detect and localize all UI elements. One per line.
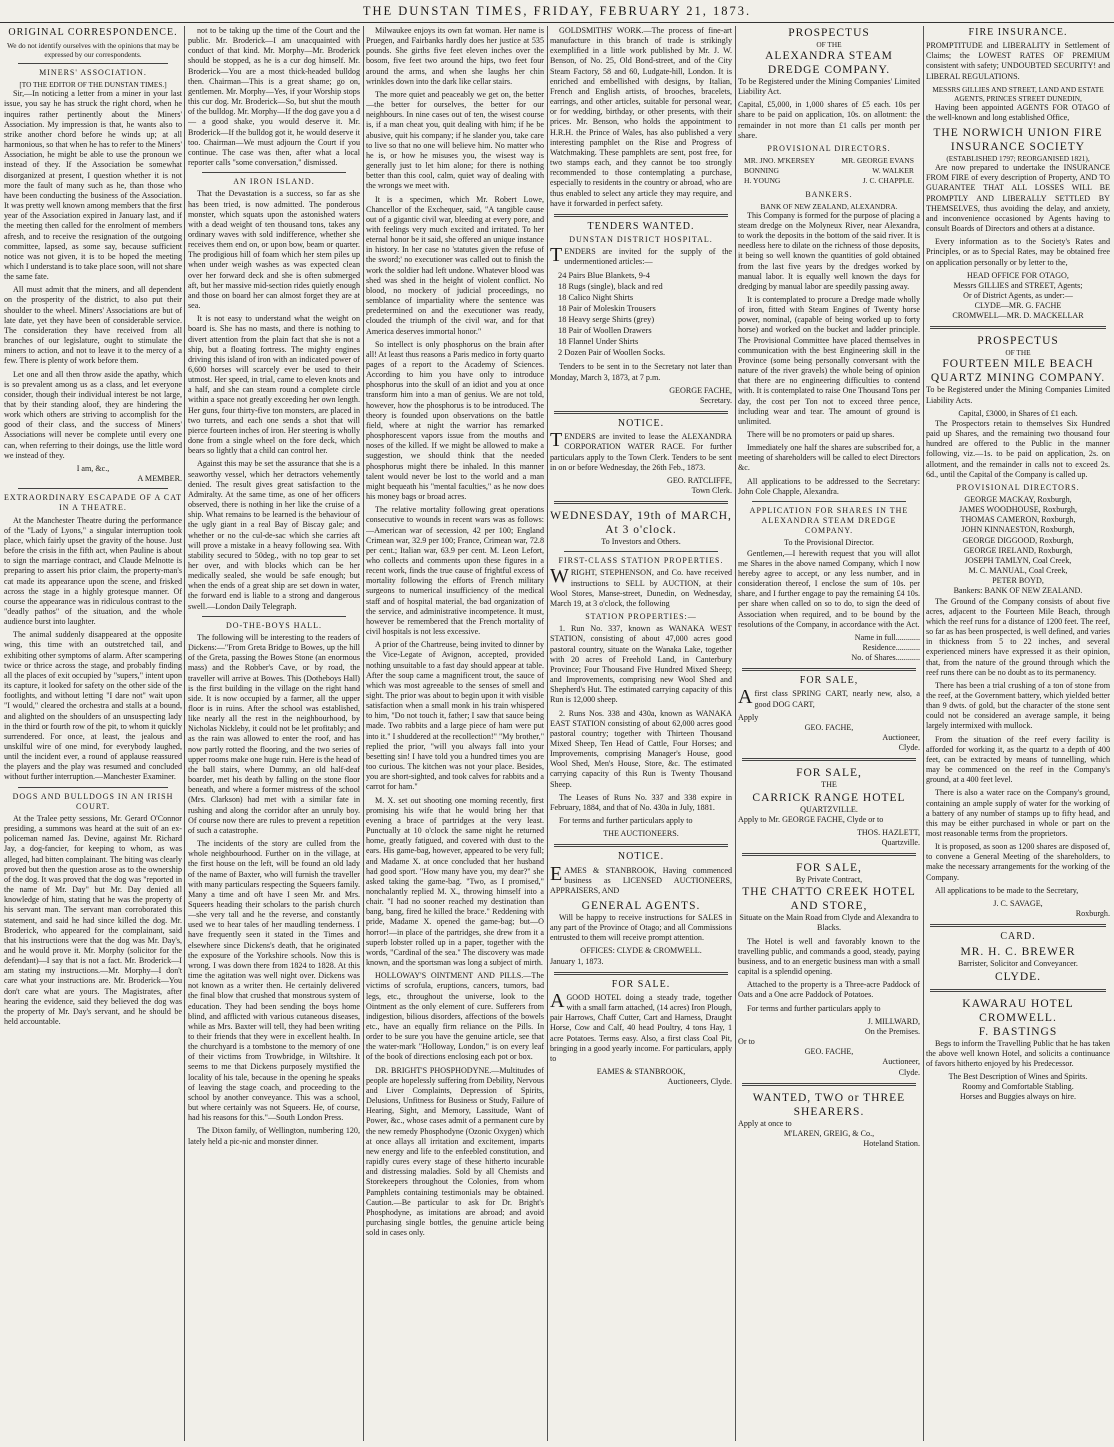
company-name: FOURTEEN MILE BEACH QUARTZ MINING COMPANY. bbox=[930, 358, 1106, 385]
signature-title: Clyde. bbox=[898, 1067, 920, 1077]
hotel-name: KAWARAU HOTEL bbox=[962, 997, 1074, 1010]
column-rule bbox=[923, 26, 924, 1441]
ad-date: January 1, 1873. bbox=[550, 956, 604, 966]
director-name: MR. GEORGE EVANS bbox=[841, 156, 914, 166]
divider bbox=[742, 853, 916, 856]
directors-row bbox=[738, 176, 920, 186]
ad-text: It is contemplated to procure a Dredge made wholly of iron, fitted with Steam Engines of Twenty horse power, nominal, (capable of being worked up to forty horse) and worked on the bucket and ladder principle. The Provisional Committee have placed themselves in communication with the best Engineering skill in the Province (some being personally conversant with the nature of the river gravels) the whole being of opinion that there are no engineering difficulties to contend with. It is contemplated to raise One Thousand Tons per day, the cost per Ton not to exceed three pence, including wear and tear. The amount of ground is unlimited. bbox=[738, 294, 920, 426]
bank-name: BANK OF NEW ZEALAND, ALEXANDRA. bbox=[760, 201, 898, 211]
director-name: MR. JNO. M'KERSEY bbox=[744, 156, 815, 166]
ad-heading: FOR SALE, bbox=[796, 767, 862, 780]
list-item: 18 Flannel Under Shirts bbox=[558, 337, 639, 347]
masthead: THE DUNSTAN TIMES, FRIDAY, FEBRUARY 21, 1873. bbox=[0, 0, 1114, 23]
director-name: JOHN KINNAESTON, Roxburgh, bbox=[961, 525, 1075, 535]
ad-text: There is also a water race on the Company's ground, containing an ample supply of water for the working of a battery of any number of stamps up to fifty head, and this may be either purchased in whole or part on the most reasonable terms from the proprietors. bbox=[926, 788, 1110, 838]
director-name: J. C. CHAPPLE. bbox=[862, 176, 914, 186]
ad-text: Or of District Agents, as under:— bbox=[963, 290, 1073, 300]
ad-text: Capital, £3000, in Shares of £1 each. bbox=[958, 408, 1078, 418]
signature: GEO. RATCLIFFE, bbox=[667, 475, 732, 485]
advertisement: GOLDSMITHS' WORK.—The process of fine-art manufacture in this branch of trade is strikingly exemplified in a little work published by Mr. J. W. Benson, of No. 25, Old Bond-street, and of the City Steam Factory, 58 and 60, Ludgate-hill, London. It is enriched and embellished with designs, by Italian, French and English artists, of brooches, bracelets, earrings, and other articles, suitable for personal wear, or for wedding, birthday, or other presents, with their prices. Mr. Benson, who holds the appointment to H.R.H. the Prince of Wales, has also published a very interesting pamphlet on the Rise and Progress of Watchmaking. These pamphlets are sent, post free, for two stamps each, and they cannot be too strongly recommended to those contemplating a purchase, especially to residents in the country or abroad, who are thus enabled to select any article they may require, and have it forwarded in perfect safety. bbox=[550, 26, 732, 208]
signature: THOS. HAZLETT, bbox=[856, 827, 920, 837]
ad-subheading: FIRST-CLASS STATION PROPERTIES. bbox=[558, 556, 724, 566]
signature-title: Clyde. bbox=[898, 743, 920, 753]
ad-subheading: DUNSTAN DISTRICT HOSPITAL. bbox=[569, 234, 713, 244]
director-name: THOMAS CAMERON, Roxburgh, bbox=[960, 515, 1076, 525]
signature: GEO. FACHE, bbox=[804, 722, 854, 732]
ad-heading: CARD. bbox=[1000, 931, 1036, 943]
divider bbox=[18, 488, 168, 489]
ad-subheading: PROVISIONAL DIRECTORS. bbox=[767, 143, 891, 153]
ad-text: Messrs GILLIES and STREET, Agents; bbox=[953, 280, 1083, 290]
article-paragraph: At the Tralee petty sessions, Mr. Gerard O'Connor presiding, a summons was heard at the suit of an ex-policeman named Jas. Devine, against Mr. Richard Jay, a dog-fancier, for keeping to whom, as was alleged, had bitten complainant. The biting was clearly proved but then the question arose as to the ownership of the dog. It was proved that the dog was "reported in the name of Mr. Day" but Mr. Day denied all knowledge of him, stating that he was the property of his servant man. The servant man corroborated this statement, and said he had since killed the dog. Mr. Broderick, who appeared for the complainant, said that his instructions were that the dog was Mr. Day's, and he would prove it. Mr. Morphy (solicitor for the defendant)—I say that is not a fact. Mr. Broderick—I am stating my instructions.—Mr. Morphy—I don't care what your instructions are. Mr. Broderick—You don't care what are yours. The Magistrates, after hearing the evidence, said they believed the dog was the property of Mr. Day's servant, and he should be held accountable. bbox=[4, 813, 182, 1027]
ad-text: The Ground of the Company consists of about five acres, adjacent to the Fourteen Mile Beach, through which the reef runs for a distance of 1200 feet. The reef, so far as has been prospected, is well defined, and varies in thickness from 5 to 22 inches, and several experienced miners have expressed it as their opinion, that, from the nature of the ground through which the reef runs there can be no doubt as to its permanency. bbox=[926, 596, 1110, 677]
ad-text: Barrister, Solicitor and Conveyancer. bbox=[958, 959, 1078, 969]
ad-text: Apply at once to bbox=[738, 1118, 792, 1128]
ad-text: This Company is formed for the purpose of placing a steam dredge on the Molyneux River, near Alexandra, to work the deposits in the bottom of the said river. It is needless here to dilate on the richness of those deposits, it being so well known the quantities of gold obtained from the last five years by the dredges worked by manual labor. It is equally well known the days for dredging by manual labor are speedily passing away. bbox=[738, 210, 920, 291]
column-4 bbox=[550, 26, 732, 1441]
director-name: GEORGE IRELAND, Roxburgh, bbox=[963, 545, 1073, 555]
signature-title: Town Clerk. bbox=[691, 486, 732, 495]
article-title: EXTRAORDINARY ESCAPADE OF A CAT IN A THEATRE. bbox=[4, 493, 182, 513]
director-name: W. WALKER bbox=[872, 166, 914, 176]
signature-title: Roxburgh. bbox=[1075, 909, 1110, 919]
director-name: GEORGE DIGGOOD, Roxburgh, bbox=[962, 535, 1074, 545]
ad-subheading: (ESTABLISHED 1797; REORGANISED 1821), bbox=[946, 154, 1090, 164]
divider bbox=[202, 616, 346, 617]
ad-text: Afirst class SPRING CART, nearly new, also, a good DOG CART, bbox=[738, 686, 920, 709]
ad-subheading: MESSRS GILLIES AND STREET, LAND AND ESTATE AGENTS, PRINCES STREET DUNEDIN, bbox=[932, 84, 1104, 103]
ad-text: All applications to be made to the Secretary, bbox=[935, 885, 1079, 895]
director-name: JAMES WOODHOUSE, Roxburgh, bbox=[959, 505, 1077, 515]
ad-subheading: CROMWELL. bbox=[979, 1011, 1057, 1024]
article-title: MINERS' ASSOCIATION. bbox=[39, 68, 147, 78]
column-6 bbox=[926, 26, 1110, 1441]
ad-text: To be Registered under the Mining Companies Limited Liability Acts. bbox=[926, 385, 1110, 405]
divider bbox=[18, 63, 168, 64]
ad-text: Apply bbox=[738, 712, 759, 722]
ad-text: Immediately one half the shares are subscribed for, a meeting of shareholders will be called to elect Directors &c. bbox=[738, 443, 920, 473]
ad-text: There has been a trial crushing of a ton of stone from the reef, at the Government battery, which yielded better than 9 dwts. of gold, but the character of the stone sent could not be considered an average sample, it being largely intermixed with mullock. bbox=[926, 680, 1110, 731]
ad-subheading: THE AUCTIONEERS. bbox=[603, 829, 679, 839]
ad-subheading: PROVISIONAL DIRECTORS. bbox=[956, 482, 1080, 492]
ad-text: 1. Run No. 337, known as WANAKA WEST STATION, consisting of about 47,000 acres good pastoral country, situate on the Wanaka Lake, together with 20 acres of Freehold Land, in Canterbury Province; Four Thousand Five Hundred Mixed Sheep; and Improvements, comprising new Wool Shed and Shepherd's Hut. The estimated carrying capacity of this Run is 12,000 sheep. bbox=[550, 624, 732, 705]
list-item: 2 Dozen Pair of Woollen Socks. bbox=[558, 348, 666, 358]
article-paragraph: Let one and all then throw aside the apathy, which is so prevalent among us as a class, and let everyone consider, though their individual interest be not large, that by their standing aloof, they are hindering the work which others are striving to accomplish for the good of their class, and the success of Miners' Associations will never be complete until every one can, when referring to their doings, use the little word we instead of they. bbox=[4, 369, 182, 460]
signature-title: Auctioneer, bbox=[882, 1057, 920, 1067]
signature-title: Auctioneer, bbox=[882, 733, 920, 743]
article-paragraph: A prior of the Chartreuse, being invited to dinner by the Vice-Legate of Avignon, accepted, provided nothing unsuitable to a fast day should appear at table. After the soup came a magnificent trout, the sauce of which was most agreeable to the senses of smell and sight. The prior was about to begin upon it with visible satisfaction when a small monk in his train whispered to him, "Do not touch it, father; I saw that sauce being made. Two rabbits and a large piece of ham were put into it." I shuddered at the recollection!" "My brother," replied the prior, "will you always fall into your besetting sin! I have told you a hundred times you are too curious. The kitchen was not your place. Besides, you are short-sighted, and took calves for rabbits and a carrot for ham." bbox=[366, 640, 544, 792]
form-field: No. of Shares............ bbox=[851, 653, 920, 663]
ad-text: Situate on the Main Road from Clyde and Alexandra to Blacks. bbox=[739, 913, 919, 933]
ad-text: AGOOD HOTEL doing a steady trade, together with a small farm attached, (14 acres) Iron Plough, pair Harrows, Chaff Cutter, Cart and Harness, Draught Horse, Cow and Calf, 40 head Poultry, 4 tons Hay, 1 acre Potatoes. Terms easy. Also, a first class Coal Pit, bringing in a good yearly income. For particulars, apply to bbox=[550, 989, 732, 1063]
divider bbox=[742, 668, 916, 671]
ad-subheading: To Investors and Others. bbox=[601, 537, 681, 547]
divider bbox=[554, 214, 728, 217]
ad-text: WRIGHT, STEPHENSON, and Co. have received instructions to SELL by AUCTION, at their Wool Stores, Manse-street, Dunedin, on Wednesday, March 19, at 3 o'clock, the following bbox=[550, 565, 732, 608]
ad-text: Horses and Buggies always on hire. bbox=[960, 1092, 1076, 1102]
divider bbox=[742, 758, 916, 761]
divider bbox=[930, 924, 1106, 927]
ad-text: To the Provisional Director. bbox=[784, 538, 874, 548]
article-paragraph: The Dixon family, of Wellington, numbering 120, lately held a pic-nic and monster dinner. bbox=[188, 1126, 360, 1146]
ad-text: The Prospectors retain to themselves Six Hundred paid up Shares, and the remaining two thousand four hundred are offered to the Public in the manner following, viz.—1s. to be paid on application, 2s. on allotment, and the remainder in calls not to exceed 2s. 6d., until the Capital of the Company is called up. bbox=[926, 418, 1110, 479]
ad-text: 2. Runs Nos. 338 and 430a, known as WANAKA EAST STATION consisting of about 62,000 acres good pastoral country; together with Thirteen Thousand Mixed Sheep, Ten Head of Cattle, Four Horses; and Improvements, comprising Manager's House, good Wool Shed, Men's House, Store, &c. The estimated carrying capacity of this Run is Twenty Thousand Sheep. bbox=[550, 708, 732, 789]
proprietor-name: F. BASTINGS bbox=[978, 1025, 1058, 1038]
director-name: BONNING bbox=[744, 166, 780, 176]
list-item: 18 Rugs (single), black and red bbox=[558, 282, 663, 292]
ad-text: It is proposed, as soon as 1200 shares are disposed of, to convene a General Meeting of the shareholders, to make the necessary arrangements for the working of the Company. bbox=[926, 842, 1110, 882]
ad-text: Will be happy to receive instructions for SALES in any part of the Province of Otago; and all Commissions entrusted to them will receive prompt attention. bbox=[550, 913, 732, 943]
ad-text: To be Registered under the Mining Companies' Limited Liability Act. bbox=[738, 77, 920, 97]
signature: J. C. SAVAGE, bbox=[993, 898, 1043, 908]
article-paragraph: The incidents of the story are culled from the whole neighbourhood. Further on in the village, at the first house on the left, will be found an old lady of the name of Baxter, who will furnish the traveller with many particulars respecting the Squeers family. Many a time and oft have I seen Mr. and Mrs. Squeers heading their scholars to the parish church—she very tall and he the reverse, and constantly used we to hear tales of her maudling tenderness. I have frequently seen it stated in the Times and elsewhere since Dickens's death, that he originated the exposure of the Yorkshire schools. Now this is wrong. I was down there from 1824 to 1828. At this time the agitation was well night over. Dickens was not known as a writer then. He certainly delivered the final blow that crushed that monstrous system of education. They had been sending the boys home blind, and afflicted with various cutaneous diseases, while as Mrs. Baxter will tell, they had been writing to their friends that they were in excellent health. In the churchyard is a tombstone to the memory of one of their victims from Trowbridge, in Wiltshire. It seems to me that Dickens purposely mystified the locality of his tale, because in the opening he speaks of leaving the stage coach, and proceeding to the school by another conveyance. This was a school, but where certainly was not Squeers. He, of course, had his reasons for this."—South London Press. bbox=[188, 839, 360, 1123]
divider bbox=[18, 787, 168, 788]
hotel-name: CARRICK RANGE HOTEL bbox=[752, 791, 906, 804]
ad-text: Are now prepared to undertake the INSURANCE FROM FIRE of every description of Property, AND TO GUARANTEE THAT ALL LOSSES WILL BE PROMPTLY AND LIBERALLY SETTLED BY THEMSELVES, thus avoiding the delay, and anxiety, and inconvenience occasioned by Agents having to consult Boards of Directors and others at a distance. bbox=[926, 163, 1110, 234]
divider bbox=[564, 551, 718, 552]
ad-heading: FOR SALE, bbox=[799, 675, 859, 687]
ad-text: For terms and further particulars apply to bbox=[747, 1003, 881, 1013]
article-paragraph: The following will be interesting to the readers of Dickens:—"From Greta Bridge to Bowes, up the hill of the Greta, passing the Bowes Stone (an enormous mass) and the Robber's Cave, or by road, the traveller will arrive at Bowes. This (Dotheboys Hall) is the first building in the village on the right hand side. It is now occupied by a farmer, all the upper floor is in ruins. After the school was established, like nearly all the rest in the neighbourhood, by Nicholas Nickleby, it could not be let profitably; and as the rain was allowed to enter the roof, and has now partly rotted the flooring, and the two series of upper rooms make one huge ruin. Here is the head of the ball stairs, where Dummy, an old half-deaf boarder, met his death by falling on the stone floor beneath, and where a former mistress of the school (Mrs. Clarkson) had met with a similar fate in rushing and along the corridor after an unruly boy. Of course now there are rules to prevent a repetition of such a catastrophe. bbox=[188, 632, 360, 835]
column-5 bbox=[738, 26, 920, 1441]
directors-row bbox=[738, 166, 920, 176]
signature-title: Hoteland Station. bbox=[863, 1138, 920, 1148]
ad-text: The Best Description of Wines and Spirits. bbox=[948, 1072, 1088, 1082]
ad-text: CROMWELL—MR. D. MACKELLAR bbox=[952, 311, 1084, 321]
ad-heading: PROSPECTUS bbox=[788, 27, 870, 39]
ad-text: PROMPTITUDE and LIBERALITY in Settlement of Claims; the LOWEST RATES OF PREMIUM consistent with safety; UNDOUBTED SECURITY! and LIBERAL REGULATIONS. bbox=[926, 41, 1110, 81]
company-name: ALEXANDRA STEAM DREDGE COMPANY. bbox=[765, 50, 893, 76]
ad-text: Capital, £5,000, in 1,000 shares of £5 each. 10s per share to be paid on application, 10s. on allotment: the remainder in not more than £1 calls per month per share. bbox=[738, 100, 920, 140]
article-paragraph: M. X. set out shooting one morning recently, first promising his wife that he would bring her that evening a brace of partridges at the very least. Punctually at 10 o'clock the same night he returned home, greatly fatigued, and covered with dust to the ears. His game-bag, however, appeared to be very full; and Madame X. at once concluded that her husband had good sport. "How many have you, my dear?" she asked taking the game-bag. "Two, as I promised," nonchalantly replied M. X., throwing himself into a chair. "I had no sooner reached my destination than bang, bang, fired he killed the brace." Reddening with pride, Madame X. opened the game-bag; but—O horror!—in place of the partridges, she drew from it a superb lobster rolled up in a paper, together with the words, "Cardinal of the sea." The discovery was made known, and the sportsman was long a subject of mirth. bbox=[366, 795, 544, 968]
ad-subheading: By Private Contract, bbox=[795, 875, 863, 885]
director-name: JOSEPH TAMLYN, Coal Creek, bbox=[964, 555, 1072, 565]
hotel-name: THE CHATTO CREEK HOTEL AND STORE, bbox=[742, 886, 916, 913]
article-paragraph: The animal suddenly disappeared at the opposite wing, this time with an outstretched tail, and exhibiting other symptoms of alarm. After scampering twice or thrice across the stage, and probably finding all the places of exit occupied by "supers," intent upon its capture, it looked for safety on the other side of the footlights, and without letting "I dare not" wait upon "I would," cleared the orchestra and stalls at a bound, and alighted on the shoulders of an unsuspecting lady in the third or fourth row of the pit, to whom it quickly surrendered. For once, at least, the jealous and unskilful wire of one mind, for everybody laughed, until the incident ever, a round of applause reassured the players and the play was resumed and concluded without further interruption.—Manchester Examiner. bbox=[4, 630, 182, 782]
column-1 bbox=[4, 26, 182, 1441]
letter-address: [TO THE EDITOR OF THE DUNSTAN TIMES.] bbox=[19, 80, 167, 90]
article-paragraph: It is a specimen, which Mr. Robert Lowe, Chancellor of the Exchequer, said, "A tangible cause out of a gigantic civil war, bleeding at every pore, and with feelings very much excited and irritated. To her eternal honor be it said, she offered an unique instance in history. In her case no 'statutes given the refuse of the sword;' no executioner was called out to finish the work the soldier had left undone. Whatever blood was shed was shed in the height of violent conflict. No blood, no mockery of judicial proceedings, no semblance of impartiality where the sentence was predetermined on and the executioner was ready, clouded the triumph of the civil war, and for that America deserves immortal honor." bbox=[366, 194, 544, 336]
tender-list bbox=[558, 270, 732, 358]
ad-text: Every information as to the Society's Rates and Principles, or as to Special Rates, may be obtained free on application personally or by letter to the, bbox=[926, 237, 1110, 267]
ad-text: EAMES & STANBROOK, Having commenced business as LICENSED AUCTIONEERS, APPRAISERS, AND bbox=[550, 862, 732, 895]
divider bbox=[554, 972, 728, 975]
article-paragraph: The more quiet and peaceably we get on, the better—the better for ourselves, the better for our neighbours. In nine cases out of ten, the wisest course is, if a man cheat you, quit dealing with him; if he be abusive, quit his company; if he slander you, take care to live so that no one will believe him. No matter who he is, or how he misuses you, the wisest way is generally just to let him alone; for there is nothing better than this cool, calm, quiet way of dealing with the wrongs we meet with. bbox=[366, 89, 544, 191]
director-name: H. YOUNG bbox=[744, 176, 781, 186]
ad-text: TENDERS are invited to lease the ALEXANDRA CORPORATION WATER RACE. For further particulars apply to the Town Clerk. Tenders to be sent in on or before Wednesday, the 26th Feb., 1873. bbox=[550, 429, 732, 472]
ad-text: THE bbox=[821, 780, 837, 790]
article-paragraph: So intellect is only phosphorus on the brain after all! At least thus reasons a Paris medico in forty quarto pages of a report to the Academy of Sciences. According to him you have only to introduce phosphorus into the skull of an idiot and you at once transform him into a man of genius. We are not told, however, how the phosphorus is to be introduced. The theory is founded upon observations on the battle field, where at night the warrior has remarked phosphorescent vapors issue from the mouths and noses of the killed. If we might be allowed to make a suggestion, we should think that the needed phosphorus might there be inhaled. In this manner talent would never be lost to the world and a man might bequeath his "mental faculties," as he now does his money bags or broad acres. bbox=[366, 339, 544, 502]
divider bbox=[554, 501, 728, 504]
signature-title: Secretary. bbox=[699, 395, 732, 405]
list-item: 24 Pairs Blue Blankets, 9-4 bbox=[558, 271, 650, 281]
ad-subheading: STATION PROPERTIES:— bbox=[585, 612, 697, 622]
bank-name: Bankers: BANK OF NEW ZEALAND. bbox=[953, 586, 1083, 596]
auction-date: WEDNESDAY, 19th of MARCH, At 3 o'clock. bbox=[550, 510, 732, 537]
divider bbox=[742, 1083, 916, 1086]
ad-text: Having been appointed AGENTS FOR OTAGO of the well-known and long established Office, bbox=[926, 102, 1110, 122]
divider bbox=[554, 844, 728, 847]
ad-text: There will be no promoters or paid up shares. bbox=[747, 430, 895, 439]
ad-subheading: QUARTZVILLE. bbox=[800, 804, 858, 814]
article-paragraph: That the Devastation is a success, so far as she has been tried, is now admitted. The ponderous monster, which squats upon the astonished waters with a dead weight of ten thousand tons, takes any ordinary waves with sold indifference, whether she receives them end on, or upon bow, beam or quarter. The prodigious hill of foam which her stem piles up when under weigh washes as was expected clean over her forward deck and she is often submerged aft, but her massive mid-section rides quietly enough and those on board her can almost forget they are at sea. bbox=[188, 189, 360, 311]
divider bbox=[554, 411, 728, 414]
list-item: 18 Calico Night Shirts bbox=[558, 293, 634, 303]
article-paragraph: not to be taking up the time of the Court and the public. Mr. Broderick—I am unacquainted with conduct of that kind. Mr. Morphy—Mr. Broderick should be stopped, as he is a cur dog himself. Mr. Broderick—You are a most thick-headed bulldog then. Chairman—This is a great shame; go on, gentlemen. Mr. Morphy—Yes, if your Worship stops this cur dog. Mr. Broderick—So, but shut the mouth of the bulldog. Mr. Morphy—If the dog gave you a d— a good shake, you would deserve it. Mr. Broderick—If the bulldog got it, he would deserve it too. Chairman—We must adjourn the Court if you continue. The case was then, after what a local reporter calls "some conversation," dismissed. bbox=[188, 26, 360, 168]
director-name: M. C. MANUAL, Coal Creek, bbox=[968, 566, 1068, 576]
form-field: Name in full............ bbox=[854, 632, 920, 642]
column-rule bbox=[735, 26, 736, 1441]
disclaimer: We do not identify ourselves with the opinions that may be expressed by our correspondents. bbox=[6, 41, 180, 60]
article-paragraph: Against this may be set the assurance that she is a seaworthy vessel, which her detractors vehemently denied. The result gives great satisfaction to the Admiralty. At the same time, as one of her officers observed, there is nothing in her like the cruise of a ship. What remains to be learned is the behaviour of the ugly giant in a real Bay of Biscay gale; and whether or no the cul-de-sac which she carries aft will prove a mistake in a heavy following sea. With stability secured to 50deg., with no top gear to set her over, and with blocks which can be her medically sealed, she would be safe enough; but when the ends of a great ship are set down in water, the forward end is liable to a strong and dangerous swell.—London Daily Telegraph. bbox=[188, 459, 360, 611]
signature: EAMES & STANBROOK, bbox=[596, 1067, 686, 1077]
ad-heading: WANTED, TWO or THREE SHEARERS. bbox=[752, 1091, 906, 1118]
article-title: AN IRON ISLAND. bbox=[233, 177, 315, 187]
section-heading: ORIGINAL CORRESPONDENCE. bbox=[8, 27, 178, 38]
ad-text: Begs to inform the Travelling Public that he has taken the above well known Hotel, and solicits a continuance of favors hitherto enjoyed by his Predecessor. bbox=[926, 1038, 1110, 1068]
ad-heading: TENDERS WANTED. bbox=[587, 220, 695, 232]
article-paragraph: Sir,—In noticing a letter from a miner in your last issue, you say he has struck the right chord, when he inquires rather pertinently about the Miners' Association. My impression is that, he wants also to strike another chord before he winds up; at all harmonious, so that when he has to refer to the Miners' Association, he might be able to use the pronoun we instead of they. If the Association be somewhat disorganized at present, I question whether it is not more the fault of many such as he, than those who have been conducting the business of the Association. It was pretty well known among members that the first year of the Association expired in January last, and if the meeting then called for the enrolment of members afresh, and to receive the resignation of the outgoing committee, lapsed, as some say, because sufficient notice was not given, it is to be hoped the meeting which I understand is to take place soon, will not share the same fate. bbox=[4, 89, 182, 282]
divider bbox=[930, 989, 1106, 992]
ad-text: Roomy and Comfortable Stabling. bbox=[962, 1082, 1074, 1092]
article-paragraph: The relative mortality following great operations consecutive to wounds in recent wars was as follows:—American war of secession, 42 per 100; England Crimean war, 32.9 per 100; France, Crimean war, 72.8 per cent.; Italian war, 63.9 per cent. M. Leon Lefort, who collects and comments upon these figures in a recent work, finds the true cause of frightful excess of mortality following the efforts of French military surgeons to numerical insufficiency of the medical staff and of hospital material, the bad organization of the service, and administrative incompetence. It must, however be remembered that the French mortality of civil hospitals is not less excessive. bbox=[366, 505, 544, 637]
article-title: DOGS AND BULLDOGS IN AN IRISH COURT. bbox=[12, 791, 174, 811]
article-paragraph: It is not easy to understand what the weight on board is. She has no masts, and there is nothing to divert attention from the plain fact that she is not a ship, but a floating fortress. The mighty engines driving this island of iron with an indicated power of 6,600 horses will scarcely ever be used to their utmost. Her speed, in trial, came to eleven knots and a half, and she can steam round a complete circle within a space not greatly exceeding her own length. Her guns, four thirty-five ton monsters, are placed in two turrets, and each one sends a shot that will pierce fourteen inches of iron. Her steering is wholly done from a single wheel on the fore deck, which bears so lightly that a child can control her. bbox=[188, 314, 360, 456]
column-2 bbox=[188, 26, 360, 1441]
ad-subheading: OF THE bbox=[816, 40, 842, 49]
ad-subheading: CLYDE. bbox=[994, 970, 1042, 983]
ad-text: Gentlemen,—I herewith request that you will allot me Shares in the above named Company, which I now hereby agree to accept, or any less number, and in consideration thereof, I enclose the sum of 10s. per share, and I further engage to pay the remaining £4 10s. per share when called on so to do, to sign the deed of Association when required, and to be bound by the resolutions of the Company, in accordance with the Act. bbox=[738, 548, 920, 629]
signature-title: Auctioneers, Clyde. bbox=[667, 1077, 732, 1087]
ad-subheading: OFFICES: CLYDE & CROMWELL. bbox=[580, 946, 702, 956]
ad-subheading: HEAD OFFICE FOR OTAGO, bbox=[967, 270, 1069, 280]
ad-heading: PROSPECTUS bbox=[977, 335, 1059, 348]
ad-text: Apply to Mr. GEORGE FACHE, Clyde or to bbox=[738, 814, 884, 824]
ad-subheading: BANKERS. bbox=[805, 189, 853, 199]
ad-text: TENDERS are invited for the supply of the undermentioned articles:— bbox=[550, 244, 732, 267]
ad-subheading: GENERAL AGENTS. bbox=[581, 900, 701, 912]
signoff: I am, &c., bbox=[76, 463, 110, 473]
ad-text: All applications to be addressed to the Secretary: John Cole Chapple, Alexandra. bbox=[738, 476, 920, 496]
ad-heading: FOR SALE, bbox=[796, 862, 862, 875]
column-3 bbox=[366, 26, 544, 1441]
ad-text: Attached to the property is a Three-acre Paddock of Oats and a One acre Paddock of Potatoes. bbox=[738, 980, 920, 1000]
article-paragraph: Milwaukee enjoys its own fat woman. Her name is Pruegen, and Fairbanks hardly does her justice at 535 pounds. She girths five feet eleven inches over the bosom, five feet two around the hips, two feet four around the arms, and when she laughs her chin wrinkles down into the dark like cellar stairs. bbox=[366, 26, 544, 86]
column-rule bbox=[363, 26, 364, 1441]
form-field: Residence............ bbox=[862, 642, 920, 652]
ad-heading: FOR SALE. bbox=[611, 978, 671, 990]
signature-title: Quartzville. bbox=[881, 838, 920, 847]
article-paragraph: All must admit that the miners, and all dependent on the prosperity of the district, to also put their shoulder to the wheel. Miners' Associations are but of late date, yet they have been of considerable service. The consideration they have received from all branches of our legislature, ought to stimulate the miners to action, and not to leave it to the mercy of a few. There is plenty of work before them. bbox=[4, 285, 182, 366]
signature: M'LAREN, GREIG, & Co., bbox=[783, 1128, 875, 1138]
company-name: THE NORWICH UNION FIRE INSURANCE SOCIETY bbox=[933, 127, 1103, 154]
signature: GEORGE FACHE, bbox=[669, 385, 732, 395]
signature: A MEMBER. bbox=[137, 474, 182, 484]
advertisement: HOLLOWAY'S OINTMENT AND PILLS.—The victims of scrofula, eruptions, cancers, tumors, bad legs, etc., throughout the universe, look to the Ointment as the only element of cure. Sufferers from indigestion, bilious disorders, affections of the bowels etc., have an equally firm reliance on the Pills. In order to be sure you have the genuine article, see that the water-mark "Holloway, London," is on every leaf of the book of directions enclosing each pot or box. bbox=[366, 971, 544, 1062]
list-item: 18 Pair of Woollen Drawers bbox=[558, 326, 652, 336]
directors-row bbox=[738, 156, 920, 166]
ad-heading: FIRE INSURANCE. bbox=[968, 27, 1068, 38]
ad-subheading: OF THE bbox=[1005, 348, 1031, 358]
ad-subheading: MR. H. C. BREWER bbox=[960, 946, 1076, 959]
list-item: 18 Pair of Moleskin Trousers bbox=[558, 304, 656, 314]
ad-subheading: APPLICATION FOR SHARES IN THE ALEXANDRA STEAM DREDGE COMPANY. bbox=[749, 505, 909, 536]
ad-heading: NOTICE. bbox=[617, 418, 665, 430]
director-name: PETER BOYD, bbox=[992, 576, 1044, 586]
divider bbox=[930, 326, 1106, 329]
article-title: DO-THE-BOYS HALL. bbox=[225, 620, 323, 630]
ad-text: Tenders to be sent in to the Secretary not later than Monday, March 3, 1873, at 7 p.m. bbox=[550, 362, 732, 382]
director-name: GEORGE MACKAY, Roxburgh, bbox=[964, 495, 1072, 504]
column-rule bbox=[184, 26, 185, 1441]
divider bbox=[202, 172, 346, 173]
ad-text: The Leases of Runs No. 337 and 338 expire in February, 1884, and that of No. 430a in July, 1881. bbox=[550, 792, 732, 812]
signature: GEO. FACHE, bbox=[804, 1047, 854, 1057]
divider bbox=[752, 501, 906, 502]
article-paragraph: At the Manchester Theatre during the performance of the "Lady of Lyons," a singular interruption took place, which fairly upset the gravity of the house. Just before the crisis in the fifth act, when Pauline is about to sign the marriage contract, and Claude Melnotte is preparing to assert his prior claim, the property-man's cat made its appearance upon the scene, and frisked across the stage in a highly grotesque manner. Of course the appearance was in ridiculous contrast to the "deadly pathos" of the situation, and the whole audience burst into laughter. bbox=[4, 515, 182, 627]
list-item: 18 Heavy serge Shirts (grey) bbox=[558, 315, 655, 325]
ad-heading: NOTICE. bbox=[617, 851, 665, 863]
column-rule bbox=[547, 26, 548, 1441]
signature-title: On the Premises. bbox=[864, 1026, 920, 1036]
ad-text: Or to bbox=[738, 1037, 755, 1047]
ad-text: For terms and further particulars apply to bbox=[559, 816, 693, 826]
advertisement: DR. BRIGHT'S PHOSPHODYNE.—Multitudes of people are hopelessly suffering from Debility, Nervous and Liver Complaints, Depression of Spirits, Delusions, Unfitness for Business or Study, Failure of Hearing, Sight, and Memory, Lassitude, Want of Power, &c., whose cases admit of a permanent cure by the new remedy Phosphodyne (Ozonic Oxygen) which at once allays all irritation and excitement, imparts new energy and life to the enfeebled constitution, and rapidly cures every stage of these hitherto incurable and distressing maladies. Sold by all Chemists and Storekeepers throughout the Colonies, from whom Pamphlets containing testimonials may be obtained. Caution.—Be particular to ask for Dr. Bright's Phosphodyne, as imitations are abroad; and avoid purchasing single bottles, the genuine article being sold in cases only. bbox=[366, 1065, 544, 1238]
ad-text: CLYDE—MR. G. FACHE bbox=[974, 301, 1062, 311]
ad-text: The Hotel is well and favorably known to the travelling public, and commands a good, steady, paying business, and to an energetic business man with a small capital is a splendid opening. bbox=[738, 936, 920, 977]
ad-text: From the situation of the reef every facility is afforded for working it, as the quartz to a depth of 400 feet, can be extracted by means of tunnelling, which may be commenced on the reef in the Company's ground, at a 400 feet level. bbox=[926, 734, 1110, 785]
signature: J. MILLWARD, bbox=[867, 1016, 920, 1026]
